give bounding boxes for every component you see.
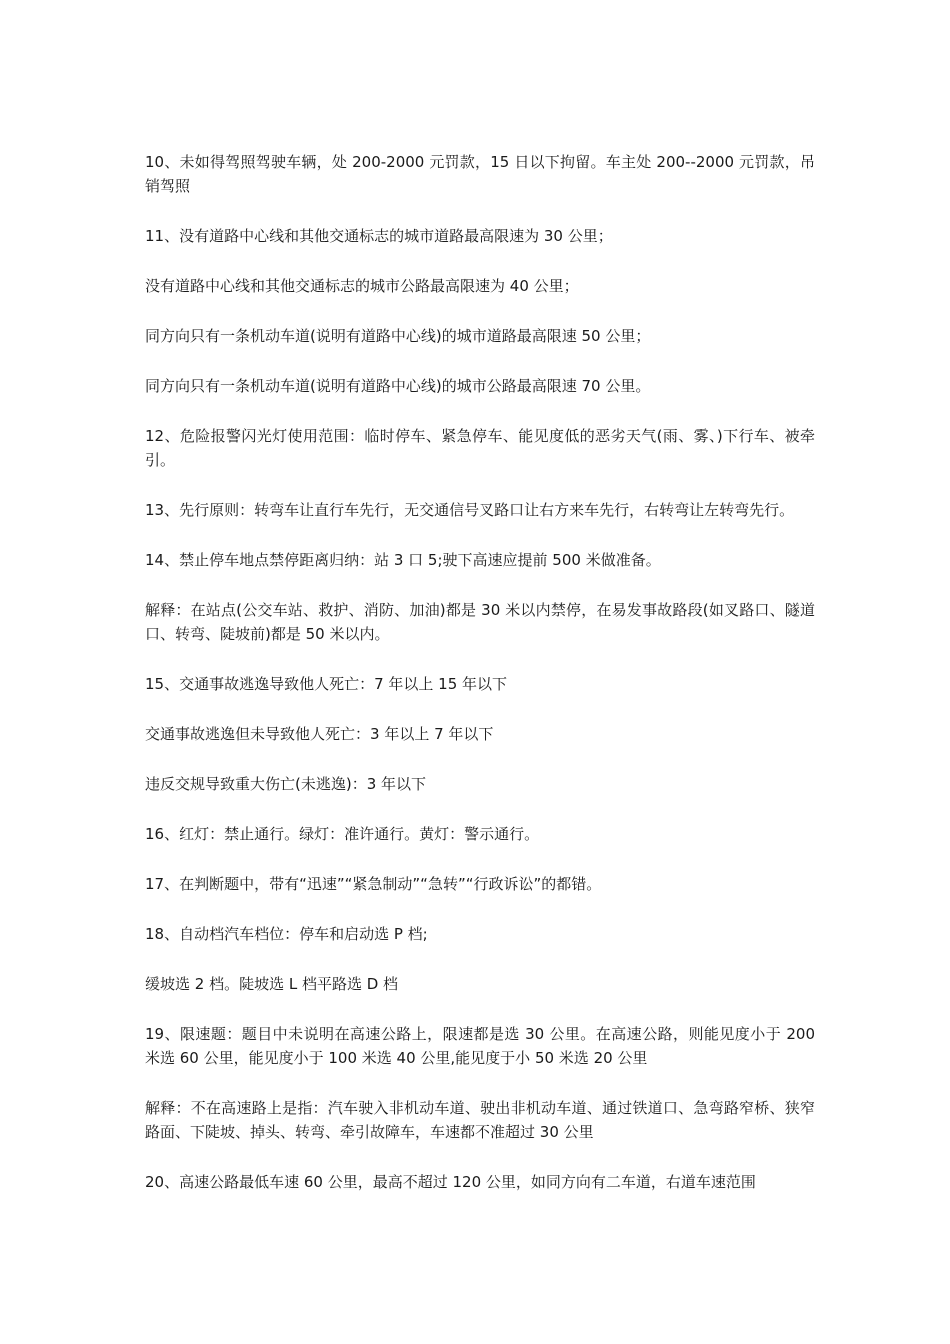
paragraph-20: 20、高速公路最低车速 60 公里，最高不超过 120 公里，如同方向有二车道，右道车速范围 [145,1173,756,1191]
paragraph-17: 17、在判断题中，带有“迅速”“紧急制动”“急转”“行政诉讼”的都错。 [145,875,602,893]
paragraph-11: 11、没有道路中心线和其他交通标志的城市道路最高限速为 30 公里； [145,227,613,245]
paragraph-12: 12、危险报警闪光灯使用范围：临时停车、紧急停车、能见度低的恶劣天气(雨、雾、)下行车、被牵引。 [145,427,815,469]
paragraph-11-single-lane-road: 同方向只有一条机动车道(说明有道路中心线)的城市道路最高限速 50 公里； [145,327,651,345]
paragraph-15-no-death: 交通事故逃逸但未导致他人死亡：3 年以上 7 年以下 [145,725,494,743]
paragraph-11-city-road: 没有道路中心线和其他交通标志的城市公路最高限速为 40 公里； [145,277,579,295]
paragraph-10: 10、未如得驾照驾驶车辆，处 200-2000 元罚款，15 日以下拘留。车主处 200--2000 元罚款，吊销驾照 [145,153,815,195]
paragraph-14-explanation: 解释：在站点(公交车站、救护、消防、加油)都是 30 米以内禁停，在易发事故路段(如叉路口、隧道口、转弯、陡坡前)都是 50 米以内。 [145,601,815,643]
paragraph-19-explanation: 解释：不在高速路上是指：汽车驶入非机动车道、驶出非机动车道、通过铁道口、急弯路窄桥、狭窄路面、下陡坡、掉头、转弯、牵引故障车，车速都不准超过 30 公里 [145,1099,815,1141]
paragraph-15: 15、交通事故逃逸导致他人死亡：7 年以上 15 年以下 [145,675,508,693]
paragraph-14: 14、禁止停车地点禁停距离归纳：站 3 口 5;驶下高速应提前 500 米做准备。 [145,551,661,569]
document-body [145,150,815,1220]
paragraph-19: 19、限速题：题目中未说明在高速公路上，限速都是选 30 公里。在高速公路，则能见度小于 200 米选 60 公里，能见度小于 100 米选 40 公里,能见度于小 50 米选 20 公里 [145,1025,815,1067]
paragraph-16: 16、红灯：禁止通行。绿灯：准许通行。黄灯：警示通行。 [145,825,540,843]
paragraph-11-single-lane-highway: 同方向只有一条机动车道(说明有道路中心线)的城市公路最高限速 70 公里。 [145,377,651,395]
paragraph-18-gears: 缓坡选 2 档。陡坡选 L 档平路选 D 档 [145,975,399,993]
paragraph-18: 18、自动档汽车档位：停车和启动选 P 档; [145,925,428,943]
paragraph-13: 13、先行原则：转弯车让直行车先行，无交通信号叉路口让右方来车先行，右转弯让左转弯先行。 [145,501,795,519]
paragraph-15-no-escape: 违反交规导致重大伤亡(未逃逸)：3 年以下 [145,775,427,793]
